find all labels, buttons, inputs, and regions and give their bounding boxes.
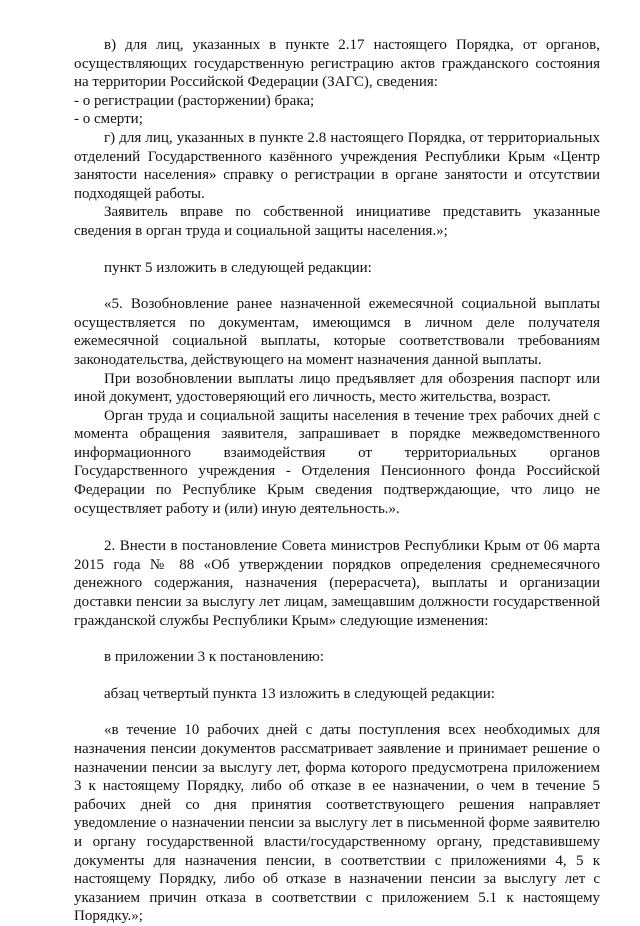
paragraph-interagency-request: Орган труда и социальной защиты населения в течение трех рабочих дней с момента обращения заявителя, запрашивает в порядке межведомственного информационного взаимодействия от территориальных органов Государственного учреждения - Отделения Пенсионного фонда Российской Федерации по Республике Крым сведения подтверждающие, что лицо не осуществляет работу и (или) иную деятельность.». <box>74 407 600 517</box>
paragraph-employment-center: г) для лиц, указанных в пункте 2.8 настоящего Порядка, от территориальных отделений Государственного казённого учреждения Республики Крым «Центр занятости населения» справку о регистрации в органе занятости и отсутствии подходящей работы. <box>74 129 600 202</box>
paragraph-passport: При возобновлении выплаты лицо предъявляет для обозрения паспорт или иной документ, удостоверяющий его личность, место жительства, возраст. <box>74 370 600 406</box>
paragraph-applicant-right: Заявитель вправе по собственной инициативе представить указанные сведения в орган труда и социальной защиты населения.»; <box>74 204 600 239</box>
paragraph-resolution-88: 2. Внести в постановление Совета министров Республики Крым от 06 марта 2015 года № 88 «Об утверждении порядков определения среднемесячного денежного содержания, назначения (перерасчета), выплаты и организации доставки пенсии за выслугу лет лицам, замещавшим должности государственной гражданской службы Республики Крым» следующие изменения: <box>74 538 600 629</box>
list-item-death: - о смерти; <box>74 111 143 128</box>
paragraph-point5-resumption: «5. Возобновление ранее назначенной ежемесячной социальной выплаты осуществляется по документам, имеющимся в личном деле получателя ежемесячной социальной выплаты, которые соответствовали требованиям законодательства, действующего на момент назначения данной выплаты. <box>74 296 600 368</box>
paragraph-zags-info: в) для лиц, указанных в пункте 2.17 настоящего Порядка, от органов, осуществляющих государственную регистрацию актов гражданского состояния на территории Российской Федерации (ЗАГС), сведения: <box>74 37 600 91</box>
paragraph-point13-text: «в течение 10 рабочих дней с даты поступления всех необходимых для назначения пенсии документов рассматривает заявление и принимает решение о назначении пенсии за выслугу лет, форма которого предусмотрена приложением 3 к настоящему Порядку, либо об отказе в ее назначении, о чем в течение 5 рабочих дней со дня принятия соответствующего решения направляет уведомление о назначении пенсии за выслугу лет в письменной форме заявителю и органу государственной власти/государственному органу, представившему документы для назначения пенсии, в соответствии с приложениями 4, 5 к настоящему Порядку, либо об отказе в назначении пенсии за выслугу лет с указанием причин отказа в соответствии с приложением 5.1 к настоящему Порядку.»; <box>74 722 600 925</box>
paragraph-point13-header: абзац четвертый пункта 13 изложить в следующей редакции: <box>104 685 495 702</box>
paragraph-appendix3: в приложении 3 к постановлению: <box>104 649 324 666</box>
paragraph-point5-header: пункт 5 изложить в следующей редакции: <box>104 259 372 276</box>
list-item-marriage: - о регистрации (расторжении) брака; <box>74 92 315 109</box>
